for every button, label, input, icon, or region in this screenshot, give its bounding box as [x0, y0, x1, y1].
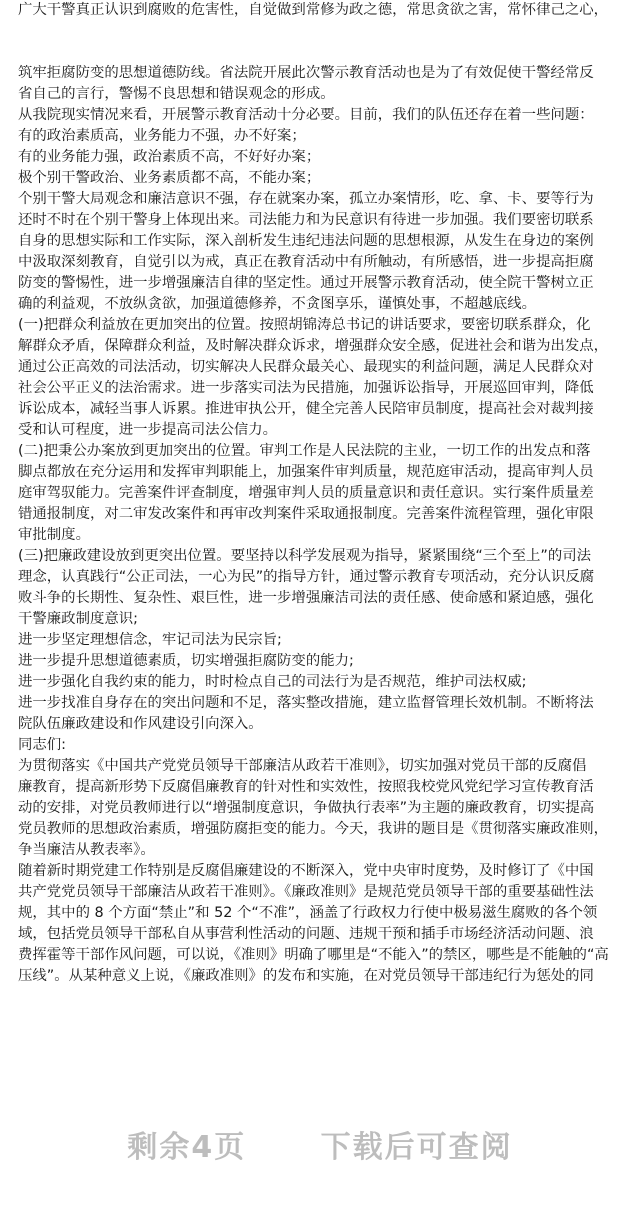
document-line: 中汲取深刻教育，自觉引以为戒，真正在教育活动中有所触动，有所感悟，进一步提高拒腐 — [18, 254, 594, 270]
document-line: 解群众矛盾，保障群众利益，及时解决群众诉求，增强群众安全感，促进社会和谐为出发点， — [18, 338, 609, 354]
document-line: 院队伍廉政建设和作风建设引向深入。 — [18, 716, 263, 732]
document-line: 干警廉政制度意识; — [18, 611, 138, 627]
document-line: 防变的警惕性，进一步增强廉洁自律的坚定性。通过开展警示教育活动，使全院干警树立正 — [18, 275, 594, 291]
document-line: (三)把廉政建设放到更突出位置。要坚持以科学发展观为指导，紧紧围绕“三个至上”的司法 — [18, 548, 591, 564]
document-line: 筑牢拒腐防变的思想道德防线。省法院开展此次警示教育活动也是为了有效促使干警经常反 — [18, 65, 594, 81]
document-line: 审批制度。 — [18, 527, 90, 543]
document-line: 受和认可程度，进一步提高司法公信力。 — [18, 422, 278, 438]
document-line: 自身的思想实际和工作实际，深入剖析发生违纪违法问题的思想根源，从发生在身边的案例 — [18, 233, 594, 249]
document-line: 社会公平正义的法治需求。进一步落实司法为民措施，加强诉讼指导，开展巡回审判，降低 — [18, 380, 594, 396]
document-line: 错通报制度，对二审发改案件和再审改判案件采取通报制度。完善案件流程管理，强化审限 — [18, 506, 594, 522]
document-line: 败斗争的长期性、复杂性、艰巨性，进一步增强廉洁司法的责任感、使命感和紧迫感，强化 — [18, 590, 594, 606]
document-line: 个别干警大局观念和廉洁意识不强，存在就案办案，孤立办案情形，吃、拿、卡、要等行为 — [18, 191, 594, 207]
document-line: 省自己的言行，警惕不良思想和错误观念的形成。 — [18, 86, 335, 102]
download-prompt[interactable] — [0, 1122, 640, 1182]
document-line: 共产党党员领导干部廉洁从政若干准则》。《廉政准则》是规范党员领导干部的重要基础性法 — [18, 884, 594, 900]
document-line: 随着新时期党建工作特别是反腐倡廉建设的不断深入，党中央审时度势，及时修订了《中国 — [18, 863, 594, 879]
document-line: 诉讼成本，减轻当事人诉累。推进审执公开，健全完善人民陪审员制度，提高社会对裁判接 — [18, 401, 594, 417]
document-body — [18, 0, 624, 987]
document-line: 党员教师的思想政治素质，增强防腐拒变的能力。今天，我讲的题目是《贯彻落实廉政准则， — [18, 821, 609, 837]
document-line: 压线”。从某种意义上说，《廉政准则》的发布和实施，在对党员领导干部违纪行为惩处的同 — [18, 968, 594, 984]
document-line: 脚点都放在充分运用和发挥审判职能上，加强案件审判质量，规范庭审活动，提高审判人员 — [18, 464, 594, 480]
document-top-line: 广大干警真正认识到腐败的危害性，自觉做到常修为政之德，常思贪欲之害，常怀律己之心， — [18, 2, 609, 18]
document-line: 为贯彻落实《中国共产党党员领导干部廉洁从政若干准则》，切实加强对党员干部的反腐倡 — [18, 758, 587, 774]
download-hint-label: 下载后可查阅 — [320, 1130, 513, 1165]
document-line: 通过公正高效的司法活动，切实解决人民群众最关心、最现实的利益问题，满足人民群众对 — [18, 359, 594, 375]
document-line: 争当廉洁从教表率》。 — [18, 842, 155, 858]
document-line: 进一步坚定理想信念，牢记司法为民宗旨; — [18, 632, 282, 648]
document-line: 廉教育，提高新形势下反腐倡廉教育的针对性和实效性，按照我校党风党纪学习宣传教育活 — [18, 779, 594, 795]
document-line: 从我院现实情况来看，开展警示教育活动十分必要。目前，我们的队伍还存在着一些问题： — [18, 107, 594, 123]
document-line: 规，其中的 8 个方面“禁止”和 52 个“不准”，涵盖了行政权力行使中极易滋生腐败的各个领 — [18, 905, 598, 921]
document-lines — [18, 63, 624, 987]
document-line: 进一步找准自身存在的突出问题和不足，落实整改措施，建立监督管理长效机制。不断将法 — [18, 695, 594, 711]
paragraph-gap — [18, 21, 624, 63]
document-line: 域，包括党员领导干部私自从事营利性活动的问题、违规干预和插手市场经济活动问题、浪 — [18, 926, 594, 942]
document-line: 确的利益观，不放纵贪欲，加强道德修养，不贪图享乐，谨慎处事，不超越底线。 — [18, 296, 537, 312]
document-line: 理念，认真践行“公正司法，一心为民”的指导方针，通过警示教育专项活动，充分认识反腐 — [18, 569, 595, 585]
document-line: 极个别干警政治、业务素质都不高，不能办案； — [18, 170, 321, 186]
document-line: 动的安排，对党员教师进行以“增强制度意识，争做执行表率”为主题的廉政教育，切实提高 — [18, 800, 595, 816]
document-line: 费挥霍等干部作风问题，可以说，《准则》明确了哪里是“不能入”的禁区，哪些是不能触的“高 — [18, 947, 609, 963]
document-line: 进一步提升思想道德素质，切实增强拒腐防变的能力; — [18, 653, 354, 669]
document-line: 同志们: — [18, 737, 67, 753]
document-line: 有的业务能力强，政治素质不高，不好好办案； — [18, 149, 321, 165]
document-line: 还时不时在个别干警身上体现出来。司法能力和为民意识有待进一步加强。我们要密切联系 — [18, 212, 594, 228]
document-line: (二)把秉公办案放到更加突出的位置。审判工作是人民法院的主业，一切工作的出发点和落 — [18, 443, 591, 459]
document-line: 庭审驾驭能力。完善案件评查制度，增强审判人员的质量意识和责任意识。实行案件质量差 — [18, 485, 594, 501]
remaining-pages-label: 剩余4页 — [127, 1130, 247, 1165]
document-line: 进一步强化自我约束的能力，时时检点自己的司法行为是否规范，维护司法权威; — [18, 674, 527, 690]
document-line: 有的政治素质高，业务能力不强，办不好案； — [18, 128, 306, 144]
document-line: (一)把群众利益放在更加突出的位置。按照胡锦涛总书记的讲话要求，要密切联系群众，化 — [18, 317, 591, 333]
